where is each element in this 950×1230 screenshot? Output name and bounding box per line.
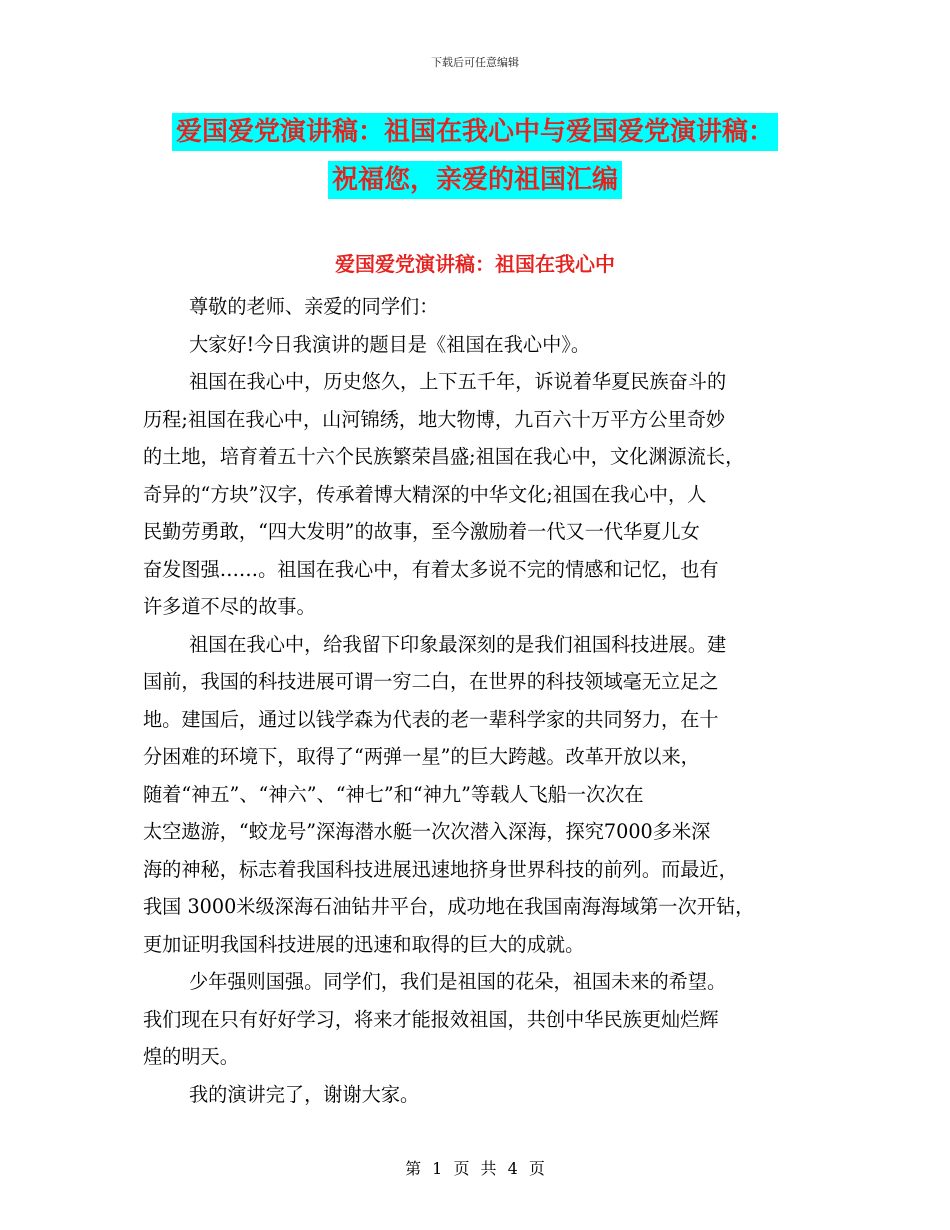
paragraph-line: 我们现在只有好好学习，将来才能报效祖国，共创中华民族更灿烂辉 bbox=[143, 1007, 719, 1031]
header-note: 下载后可任意编辑 bbox=[431, 56, 519, 69]
paragraph-line: 海的神秘，标志着我国科技进展迅速地挤身世界科技的前列。而最近， bbox=[143, 857, 738, 881]
paragraph-line: 分困难的环境下，取得了“两弹一星”的巨大跨越。改革开放以来， bbox=[143, 745, 700, 768]
paragraph-line: 我国 3000米级深海石油钻井平台，成功地在我国南海海域第一次开钻， bbox=[143, 895, 755, 918]
greeting-line: 大家好!今日我演讲的题目是《祖国在我心中》。 bbox=[189, 332, 591, 356]
paragraph-line: 地。建国后，通过以钱学森为代表的老一辈科学家的共同努力，在十 bbox=[143, 707, 719, 731]
paragraph-line: 奇异的“方块”汉字，传承着博大精深的中华文化;祖国在我心中，人 bbox=[143, 482, 707, 506]
paragraph-line: 煌的明天。 bbox=[143, 1045, 239, 1068]
paragraph-line: 许多道不尽的故事。 bbox=[143, 595, 316, 618]
paragraph-line: 更加证明我国科技进展的迅速和取得的巨大的成就。 bbox=[143, 932, 585, 956]
salutation-line: 尊敬的老师、亲爱的同学们： bbox=[189, 295, 439, 318]
closing-line: 我的演讲完了，谢谢大家。 bbox=[189, 1082, 420, 1106]
section-title: 爱国爱党演讲稿：祖国在我心中 bbox=[335, 252, 615, 276]
paragraph-line: 随着“神五”、“神六”、“神七”和“神九”等载人飞船一次次在 bbox=[143, 782, 644, 806]
paragraph-line: 祖国在我心中，历史悠久，上下五千年，诉说着华夏民族奋斗的 bbox=[189, 370, 727, 393]
speech-body bbox=[143, 288, 833, 1113]
paragraph-line: 祖国在我心中，给我留下印象最深刻的是我们祖国科技进展。建 bbox=[189, 632, 727, 656]
paragraph-line: 少年强则国强。同学们，我们是祖国的花朵，祖国未来的希望。 bbox=[189, 970, 727, 993]
page-footer: 第 1 页 共 4 页 bbox=[405, 1159, 545, 1178]
paragraph-line: 奋发图强……。祖国在我心中，有着太多说不完的情感和记忆，也有 bbox=[143, 557, 719, 581]
paragraph-line: 的土地，培育着五十六个民族繁荣昌盛;祖国在我心中，文化渊源流长， bbox=[143, 445, 745, 468]
title-line-2: 祝福您，亲爱的祖国汇编 bbox=[328, 161, 622, 199]
title-line-1: 爱国爱党演讲稿：祖国在我心中与爱国爱党演讲稿： bbox=[172, 113, 778, 151]
paragraph-line: 国前，我国的科技进展可谓一穷二白，在世界的科技领域毫无立足之 bbox=[143, 670, 719, 693]
paragraph-line: 历程;祖国在我心中，山河锦绣，地大物博，九百六十万平方公里奇妙 bbox=[143, 407, 726, 431]
paragraph-line: 太空遨游，“蛟龙号”深海潜水艇一次次潜入深海，探究7000多米深 bbox=[143, 820, 711, 843]
paragraph-line: 民勤劳勇敢，“四大发明”的故事，至今激励着一代又一代华夏儿女 bbox=[143, 520, 700, 543]
document-title bbox=[0, 108, 950, 204]
